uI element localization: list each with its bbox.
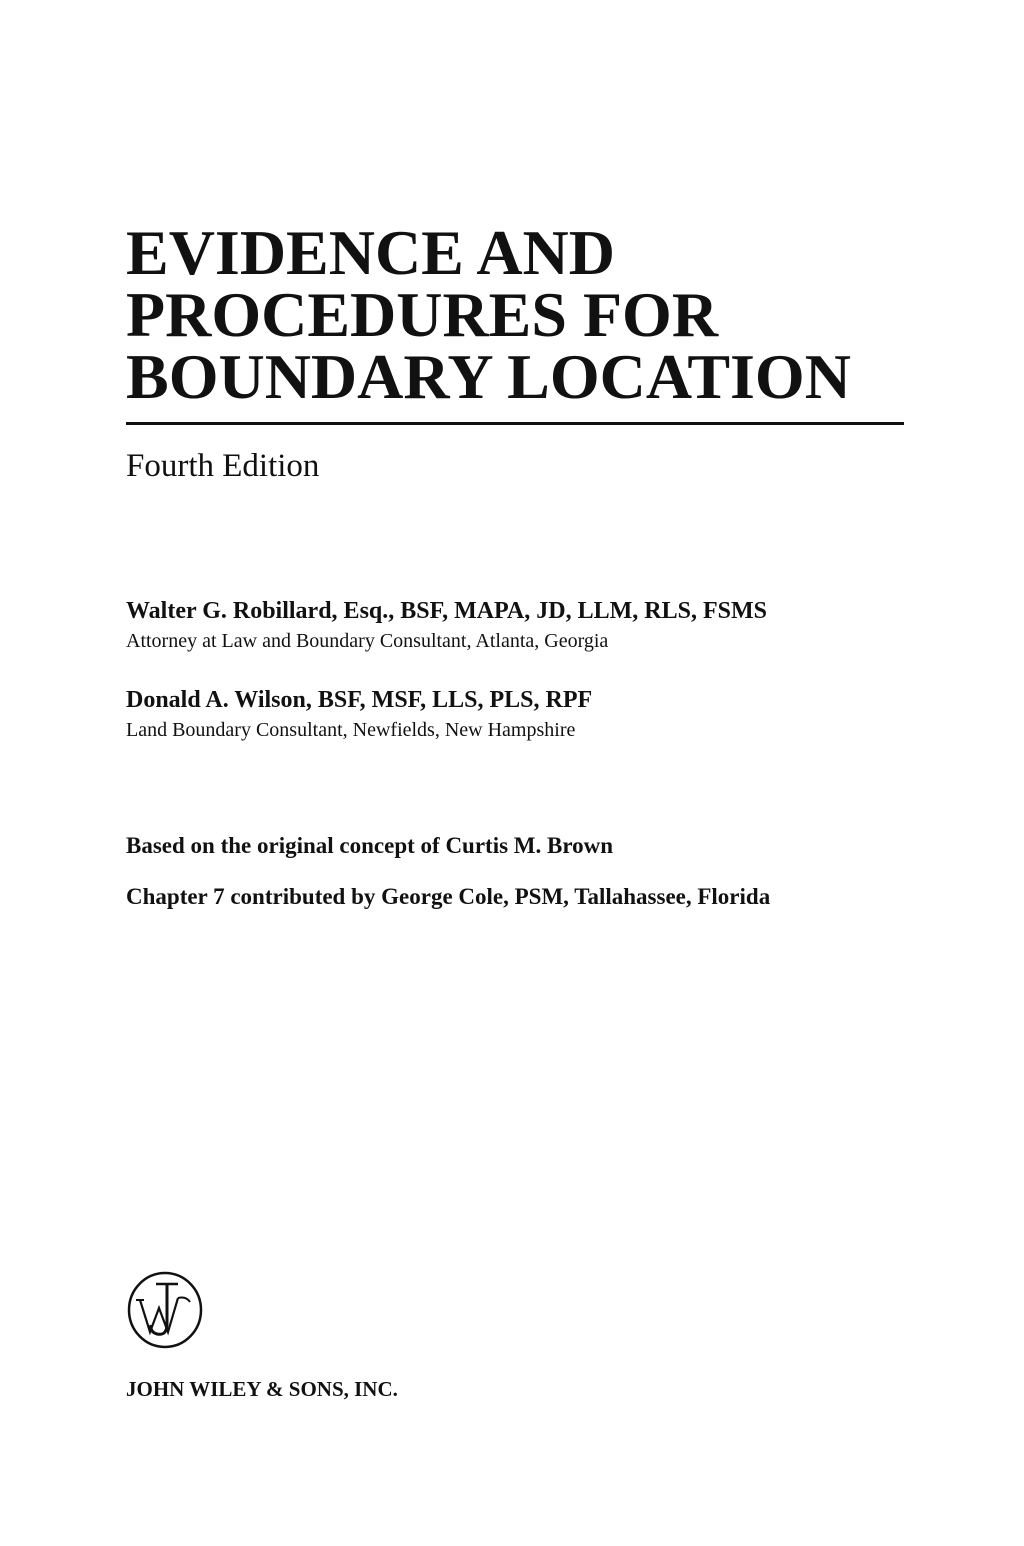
concept-credit: Based on the original concept of Curtis M. Brown	[126, 833, 614, 858]
author-affiliation: Land Boundary Consultant, Newfields, New Hampshire	[126, 719, 576, 741]
book-title-line-3: BOUNDARY LOCATION	[126, 341, 851, 412]
author-block-wilson	[126, 685, 592, 745]
author-affiliation: Attorney at Law and Boundary Consultant, Atlanta, Georgia	[126, 630, 609, 652]
edition-label: Fourth Edition	[126, 448, 320, 484]
publisher-name: JOHN WILEY & SONS, INC.	[126, 1377, 398, 1401]
book-title-line-2: PROCEDURES FOR	[126, 279, 719, 350]
book-title-line-1: EVIDENCE AND	[126, 217, 615, 288]
author-name: Walter G. Robillard, Esq., BSF, MAPA, JD, LLM, RLS, FSMS	[126, 598, 767, 624]
wiley-logo-icon	[126, 1270, 204, 1350]
contributor-credit: Chapter 7 contributed by George Cole, PSM, Tallahassee, Florida	[126, 884, 771, 909]
author-name: Donald A. Wilson, BSF, MSF, LLS, PLS, RPF	[126, 687, 593, 713]
title-rule	[126, 422, 904, 425]
author-block-robillard	[126, 596, 767, 656]
book-title	[126, 217, 906, 412]
